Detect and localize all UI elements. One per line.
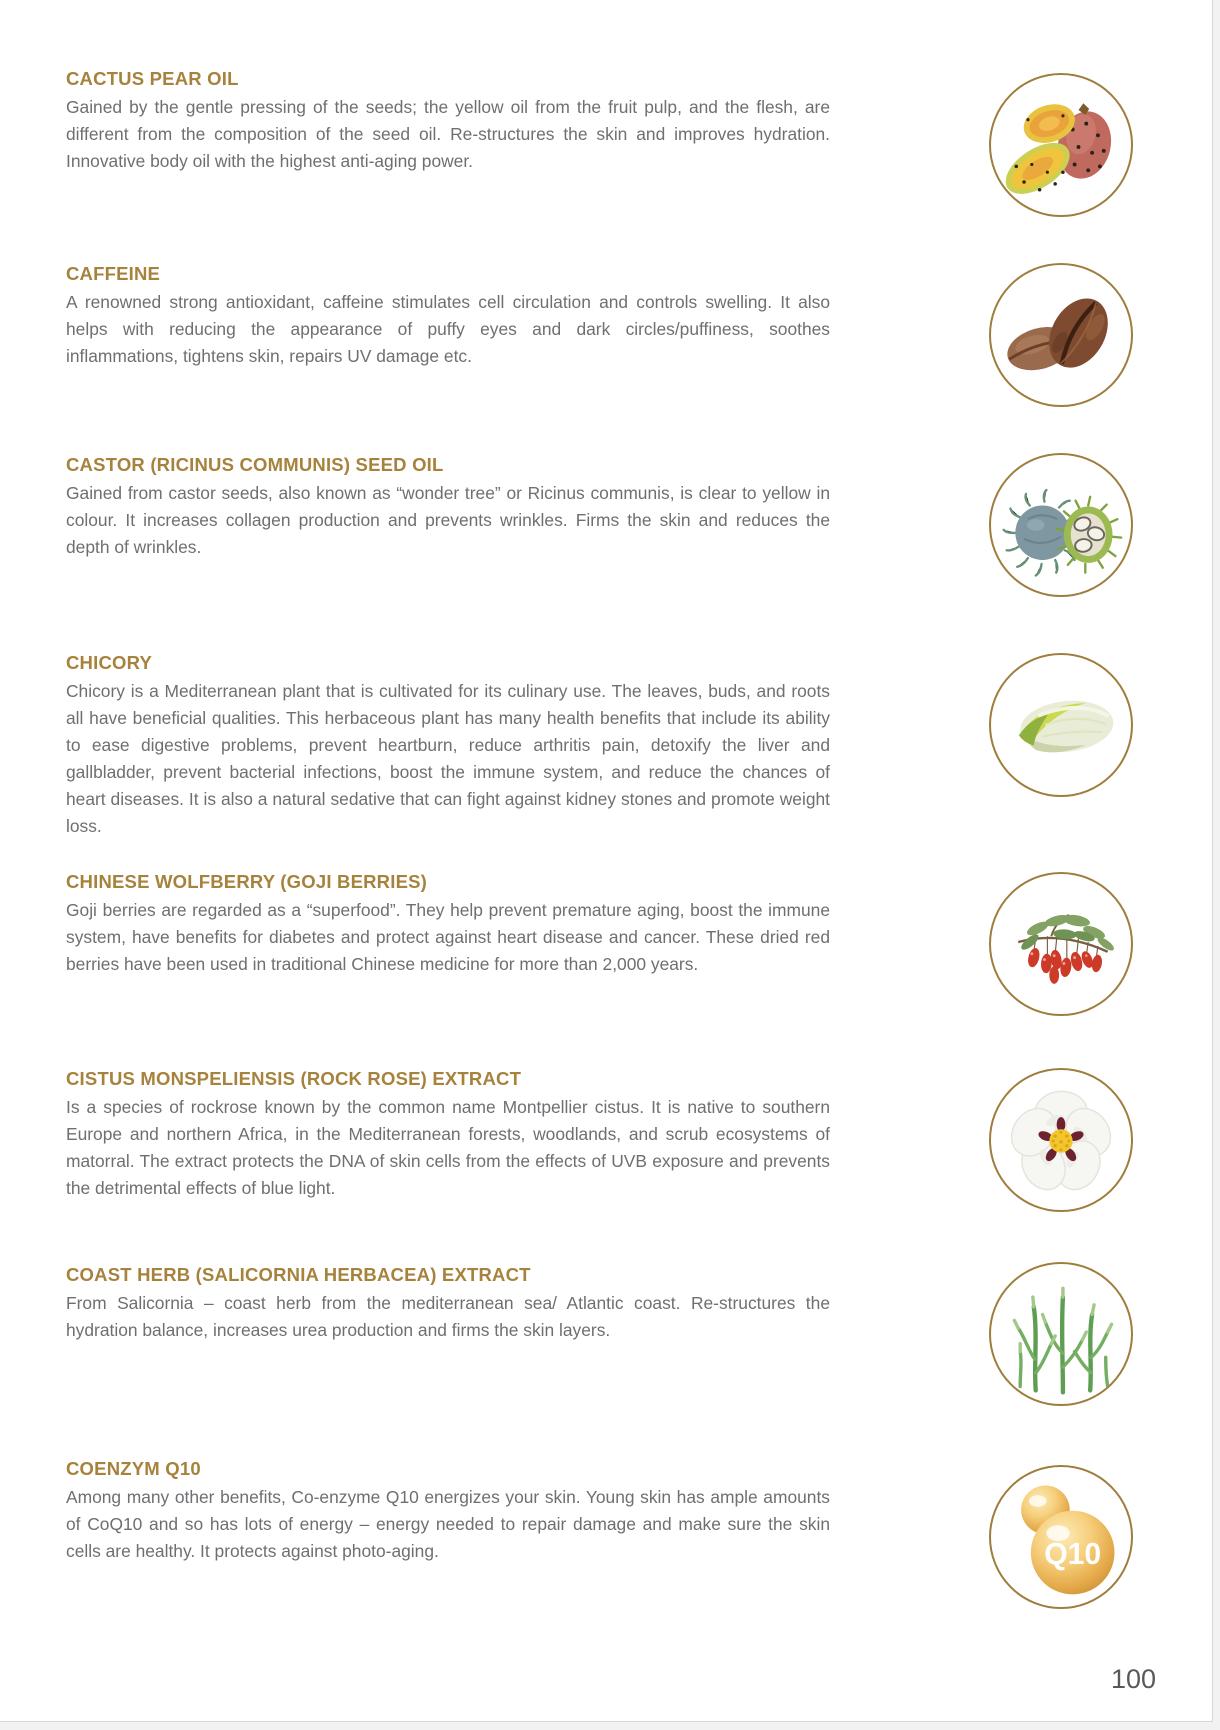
illustration-circle xyxy=(989,653,1133,797)
salicornia-stems-icon xyxy=(991,1264,1131,1404)
prickly-pear-icon xyxy=(991,75,1131,215)
section-description: From Salicornia – coast herb from the mediterranean sea/ Atlantic coast. Re-structures the hydration balance, increases urea production and firms the skin layers. xyxy=(66,1293,830,1340)
chicory-endive-icon xyxy=(991,655,1131,795)
ingredient-section-caffeine xyxy=(66,262,1158,370)
illustration-circle xyxy=(989,1262,1133,1406)
goji-berry-branch-icon xyxy=(991,874,1131,1014)
ingredient-section-chicory xyxy=(66,651,1158,840)
section-description: Goji berries are regarded as a “superfood”. They help prevent premature aging, boost the immune system, have benefits for diabetes and protect against heart disease and cancer. These dried red berries have been used in traditional Chinese medicine for more than 2,000 years. xyxy=(66,900,830,974)
section-description: Is a species of rockrose known by the common name Montpellier cistus. It is native to southern Europe and northern Africa, in the Mediterranean forests, woodlands, and scrub ecosystems of matorral. The extract protects the DNA of skin cells from the effects of UVB exposure and prevents the detrimental effects of blue light. xyxy=(66,1097,830,1198)
illustration-circle xyxy=(989,1465,1133,1609)
section-description: Gained by the gentle pressing of the seeds; the yellow oil from the fruit pulp, and the flesh, are different from the composition of the seed oil. Re-structures the skin and improves hydration. Innovative body oil with the highest anti-aging power. xyxy=(66,97,830,171)
section-heading: CACTUS PEAR OIL xyxy=(66,68,239,89)
section-heading: COAST HERB (SALICORNIA HERBACEA) EXTRACT xyxy=(66,1264,531,1285)
castor-seed-pods-icon xyxy=(991,455,1131,595)
section-description: Chicory is a Mediterranean plant that is cultivated for its culinary use. The leaves, buds, and roots all have beneficial qualities. This herbaceous plant has many health benefits that include its ability to ease digestive problems, prevent heartburn, reduce arthritis pain, detoxify the liver and gallbladder, prevent bacterial infections, boost the immune system, and reduce the chances of heart diseases. It is also a natural sedative that can fight against kidney stones and promote weight loss. xyxy=(66,681,830,836)
page-number: 100 xyxy=(1110,1664,1156,1694)
rock-rose-flower-icon xyxy=(991,1070,1131,1210)
illustration-circle xyxy=(989,73,1133,217)
section-heading: CAFFEINE xyxy=(66,263,161,284)
ingredient-section-cactus-pear-oil xyxy=(66,67,1158,175)
illustration-circle xyxy=(989,1068,1133,1212)
illustration-circle xyxy=(989,263,1133,407)
ingredient-section-chinese-wolfberry xyxy=(66,870,1158,978)
ingredient-section-castor-seed-oil xyxy=(66,453,1158,561)
section-heading: COENZYM Q10 xyxy=(66,1458,201,1479)
section-heading: CISTUS MONSPELIENSIS (ROCK ROSE) EXTRACT xyxy=(66,1068,522,1089)
ingredient-section-coenzym-q10 xyxy=(66,1457,1158,1572)
illustration-circle xyxy=(989,872,1133,1016)
section-description: Gained from castor seeds, also known as “wonder tree” or Ricinus communis, is clear to yellow in colour. It increases collagen production and prevents wrinkles. Firms the skin and reduces the depth of wrinkles. xyxy=(66,483,830,557)
ingredient-section-coast-herb xyxy=(66,1263,1158,1344)
illustration-circle xyxy=(989,453,1133,597)
section-heading: CHICORY xyxy=(66,652,153,673)
q10-label: Q10 xyxy=(1044,1538,1102,1572)
ingredient-section-cistus xyxy=(66,1067,1158,1202)
section-heading: CASTOR (RICINUS COMMUNIS) SEED OIL xyxy=(66,454,444,475)
coffee-beans-icon xyxy=(991,265,1131,405)
section-description: A renowned strong antioxidant, caffeine stimulates cell circulation and controls swelling. It also helps with reducing the appearance of puffy eyes and dark circles/puffiness, soothes inflammations, tightens skin, repairs UV damage etc. xyxy=(66,292,830,366)
section-description: Among many other benefits, Co-enzyme Q10 energizes your skin. Young skin has ample amounts of CoQ10 and so has lots of energy – energy needed to repair damage and make sure the skin cells are healthy. It protects against photo-aging. xyxy=(66,1487,830,1561)
q10-spheres-icon xyxy=(991,1467,1131,1607)
section-heading: CHINESE WOLFBERRY (GOJI BERRIES) xyxy=(66,871,428,892)
